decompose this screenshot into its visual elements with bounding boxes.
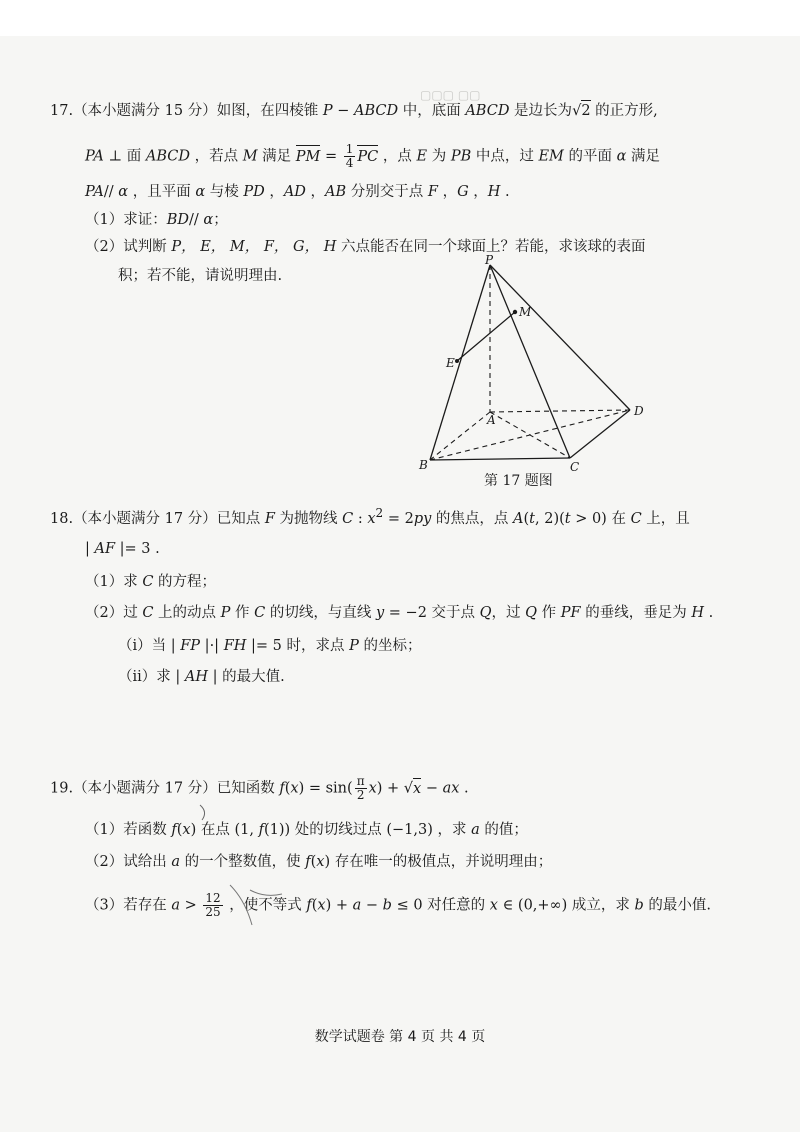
page-footer: 数学试题卷 第 4 页 共 4 页 [314,1029,486,1045]
label-M: M [519,305,532,319]
pyramid-diagram [415,255,645,490]
edge-PC [490,265,570,458]
q18-part-2: （2）过 C 上的动点 P 作 C 的切线，与直线 y = −2 交于点 Q，过 Q 作 PF 的垂线，垂足为 H . [85,605,714,621]
q18-part-1: （1）求 C 的方程； [85,574,217,590]
label-P: P [485,255,494,267]
label-B: B [419,458,428,472]
label-A: A [487,413,496,427]
point-M [513,310,517,314]
pyramid-figure [415,255,645,490]
q17-part-2-cont: 积；若不能，请说明理由. [118,268,283,284]
pencil-marks [190,790,310,930]
q18-line-1: 18.（本小题满分 17 分）已知点 F 为抛物线 C : $x^2 = 2py$ 的焦点，点 A(t, 2)(t > 0) 在 C 上，且 [50,506,690,527]
q17-line-3: PA// α ，且平面 α 与棱 PD ，AD ，AB 分别交于点 F ，G ，H . [85,184,510,200]
q19-part-1: （1）若函数 f(x) 在点 (1, f(1)) 处的切线过点 (−1,3) ，求 a 的值； [85,822,528,838]
point-E [455,359,459,363]
edge-PD [490,265,630,410]
q17-part-1: （1）求证：BD// α； [85,212,228,228]
edge-BC [430,458,570,460]
q17-line-1: 17.（本小题满分 15 分）如图，在四棱锥 P − ABCD 中，底面 ABCD 是边长为√2 的正方形, [50,100,658,121]
edge-PB [430,265,490,460]
label-D: D [634,404,644,418]
label-C: C [570,460,580,474]
q17-line-2: PA ⊥ 面 ABCD ，若点 M 满足 PM = $\frac{1}{4}$ PC ，点 E 为 PB 中点，过 EM 的平面 α 满足 [85,142,661,170]
segment-EM [457,312,515,361]
figure-caption: 第 17 题图 [484,473,553,489]
q19-part-3: （3）若存在 a > $\frac{12}{25}$ ，使不等式 f(x) + a − b ≤ 0 对任意的 x ∈ (0,+∞) 成立，求 b 的最小值. [85,891,712,919]
q18-line-2: | AF |= 3 . [85,541,160,557]
bleed-through-text: ▢▢▢ ▢▢ [420,88,481,102]
q18-subpart-i: （i）当 | FP |·| FH |= 5 时，求点 P 的坐标； [118,638,422,654]
q18-subpart-ii: （ii）求 | AH | 的最大值. [118,669,285,685]
edge-AD [490,410,630,412]
diag-BD [430,410,630,460]
q19-line-1: 19.（本小题满分 17 分）已知函数 f(x) = sin( $\frac{\pi}{2}$ x) + √x − ax . [50,774,469,802]
label-E: E [446,356,455,370]
q19-part-2: （2）试给出 a 的一个整数值，使 f(x) 存在唯一的极值点，并说明理由； [85,854,553,870]
q17-part-2: （2）试判断 P， E， M， F， G， H 六点能否在同一个球面上？若能，求该球的表面 [85,239,646,255]
